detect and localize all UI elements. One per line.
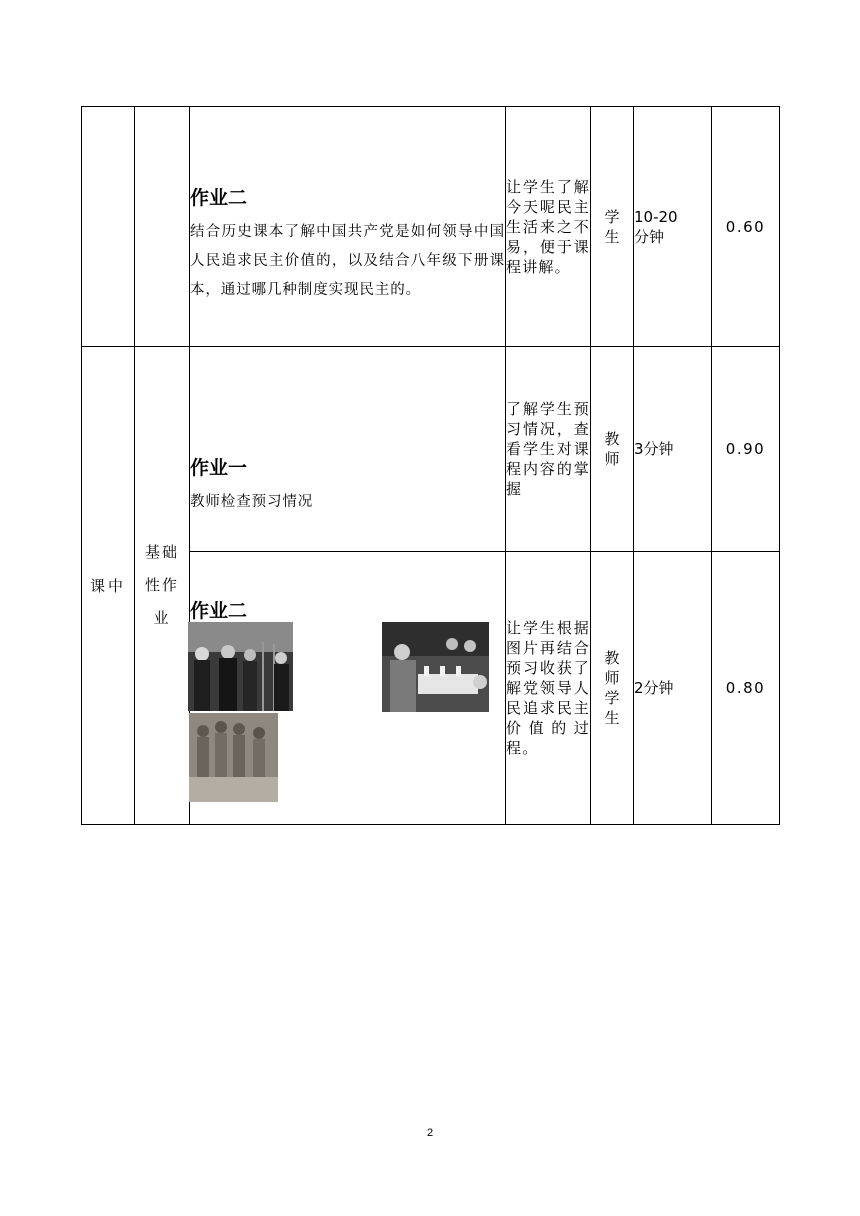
- participant-char: 生: [604, 227, 620, 246]
- type-cell: [135, 347, 190, 825]
- history-photo-2: [382, 622, 489, 712]
- table-row: [82, 107, 780, 347]
- participant-char: 学: [604, 207, 620, 226]
- participant-cell: [591, 552, 634, 825]
- participant-char: 学: [604, 689, 620, 707]
- participant-char: 教: [604, 649, 620, 667]
- task-title: 作业二: [190, 187, 248, 209]
- difficulty-cell: 0.60: [712, 107, 780, 347]
- task-title: 作业二: [190, 599, 248, 622]
- task-title: 作业一: [190, 456, 248, 479]
- task-cell: [190, 552, 506, 825]
- type-label: 基础性作业: [144, 543, 179, 627]
- time-line: 分钟: [634, 227, 665, 246]
- page-number: 2: [426, 1127, 434, 1139]
- table-row: [82, 347, 780, 552]
- task-body: 教师检查预习情况: [190, 493, 314, 510]
- photo-group: [190, 631, 505, 811]
- homework-table: [81, 106, 780, 825]
- purpose-cell: 让学生了解今天呢民主生活来之不易，便于课程讲解。: [506, 107, 591, 347]
- participant-cell: [591, 107, 634, 347]
- type-cell: [135, 107, 190, 347]
- difficulty-cell: 0.90: [712, 347, 780, 552]
- time-line: 3分钟: [634, 440, 674, 458]
- time-line: 2分钟: [634, 679, 674, 697]
- participant-char: 教: [604, 430, 620, 448]
- difficulty-cell: 0.80: [712, 552, 780, 825]
- history-photo-3: [189, 713, 278, 802]
- task-body: 结合历史课本了解中国共产党是如何领导中国人民追求民主价值的，以及结合八年级下册课本，通过哪几种制度实现民主的。: [190, 224, 505, 298]
- participant-char: 生: [604, 709, 620, 727]
- purpose-cell: 让学生根据图片再结合预习收获了解党领导人民追求民主价值的过程。: [506, 552, 591, 825]
- participant-char: 师: [604, 450, 620, 468]
- task-cell: [190, 347, 506, 552]
- time-cell: [634, 347, 712, 552]
- purpose-cell: 了解学生预习情况，查看学生对课程内容的掌握: [506, 347, 591, 552]
- time-cell: [634, 107, 712, 347]
- phase-cell: 课中: [82, 347, 135, 825]
- history-photo-1: [188, 622, 293, 711]
- task-cell: [190, 107, 506, 347]
- participant-char: 师: [604, 669, 620, 687]
- phase-cell: [82, 107, 135, 347]
- time-cell: [634, 552, 712, 825]
- participant-cell: [591, 347, 634, 552]
- time-line: 10-20: [634, 207, 678, 226]
